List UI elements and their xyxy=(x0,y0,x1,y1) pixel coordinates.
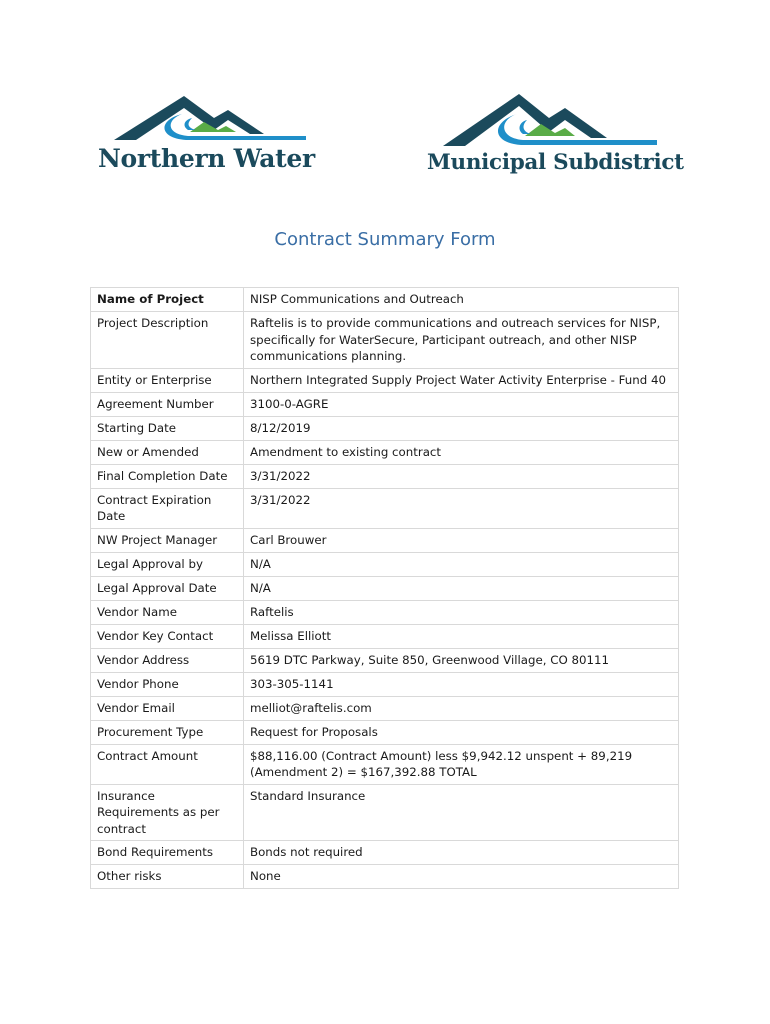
row-value: Northern Integrated Supply Project Water Activity Enterprise - Fund 40 xyxy=(244,368,679,392)
row-label: Legal Approval by xyxy=(91,552,244,576)
table-row xyxy=(91,464,679,488)
row-label: Bond Requirements xyxy=(91,841,244,865)
table-row xyxy=(91,648,679,672)
row-label: Procurement Type xyxy=(91,720,244,744)
row-value: Raftelis is to provide communications and outreach services for NISP, specifically for WaterSecure, Participant outreach, and other NISP communications planning. xyxy=(244,312,679,369)
row-label: Legal Approval Date xyxy=(91,576,244,600)
row-value: Amendment to existing contract xyxy=(244,440,679,464)
row-value: $88,116.00 (Contract Amount) less $9,942.12 unspent + 89,219 (Amendment 2) = $167,392.88 TOTAL xyxy=(244,744,679,784)
row-label: New or Amended xyxy=(91,440,244,464)
mountain-logo-icon xyxy=(96,90,326,150)
contract-summary-table xyxy=(90,287,679,889)
row-label: Starting Date xyxy=(91,416,244,440)
row-label: Vendor Email xyxy=(91,696,244,720)
row-label: Contract Amount xyxy=(91,744,244,784)
row-label: Other risks xyxy=(91,865,244,889)
table-row xyxy=(91,440,679,464)
row-value: N/A xyxy=(244,552,679,576)
row-value: Raftelis xyxy=(244,600,679,624)
row-label: Project Description xyxy=(91,312,244,369)
table-row xyxy=(91,784,679,841)
table-row xyxy=(91,696,679,720)
row-value: N/A xyxy=(244,576,679,600)
table-row xyxy=(91,552,679,576)
table-row xyxy=(91,368,679,392)
table-row xyxy=(91,392,679,416)
municipal-subdistrict-logo xyxy=(425,90,684,182)
row-value: 3100-0-AGRE xyxy=(244,392,679,416)
row-label: Contract Expiration Date xyxy=(91,488,244,528)
row-value: 8/12/2019 xyxy=(244,416,679,440)
row-label: Vendor Name xyxy=(91,600,244,624)
row-value: None xyxy=(244,865,679,889)
row-value: Bonds not required xyxy=(244,841,679,865)
page-title: Contract Summary Form xyxy=(274,229,496,250)
northern-water-logo xyxy=(96,90,326,175)
table-row xyxy=(91,528,679,552)
row-label: Vendor Address xyxy=(91,648,244,672)
table-row xyxy=(91,865,679,889)
mountain-logo-icon xyxy=(425,90,675,152)
table-row xyxy=(91,720,679,744)
table-row xyxy=(91,312,679,369)
row-value: Request for Proposals xyxy=(244,720,679,744)
row-value: 3/31/2022 xyxy=(244,488,679,528)
table-row xyxy=(91,576,679,600)
row-label: Agreement Number xyxy=(91,392,244,416)
row-label: Vendor Phone xyxy=(91,672,244,696)
table-row xyxy=(91,841,679,865)
row-value: 3/31/2022 xyxy=(244,464,679,488)
table-row xyxy=(91,672,679,696)
municipal-subdistrict-logo-text: Municipal Subdistrict xyxy=(427,150,684,175)
row-value: NISP Communications and Outreach xyxy=(244,288,679,312)
table-row xyxy=(91,744,679,784)
row-value: 5619 DTC Parkway, Suite 850, Greenwood Village, CO 80111 xyxy=(244,648,679,672)
northern-water-logo-text: Northern Water xyxy=(98,144,315,173)
table-row xyxy=(91,600,679,624)
row-value: Standard Insurance xyxy=(244,784,679,841)
row-value: 303-305-1141 xyxy=(244,672,679,696)
row-value: Melissa Elliott xyxy=(244,624,679,648)
row-label: Insurance Requirements as per contract xyxy=(91,784,244,841)
row-label: Entity or Enterprise xyxy=(91,368,244,392)
row-label: Name of Project xyxy=(91,288,244,312)
table-row xyxy=(91,288,679,312)
row-value: melliot@raftelis.com xyxy=(244,696,679,720)
table-row xyxy=(91,488,679,528)
row-label: Final Completion Date xyxy=(91,464,244,488)
row-label: NW Project Manager xyxy=(91,528,244,552)
row-value: Carl Brouwer xyxy=(244,528,679,552)
table-row xyxy=(91,416,679,440)
row-label: Vendor Key Contact xyxy=(91,624,244,648)
table-row xyxy=(91,624,679,648)
